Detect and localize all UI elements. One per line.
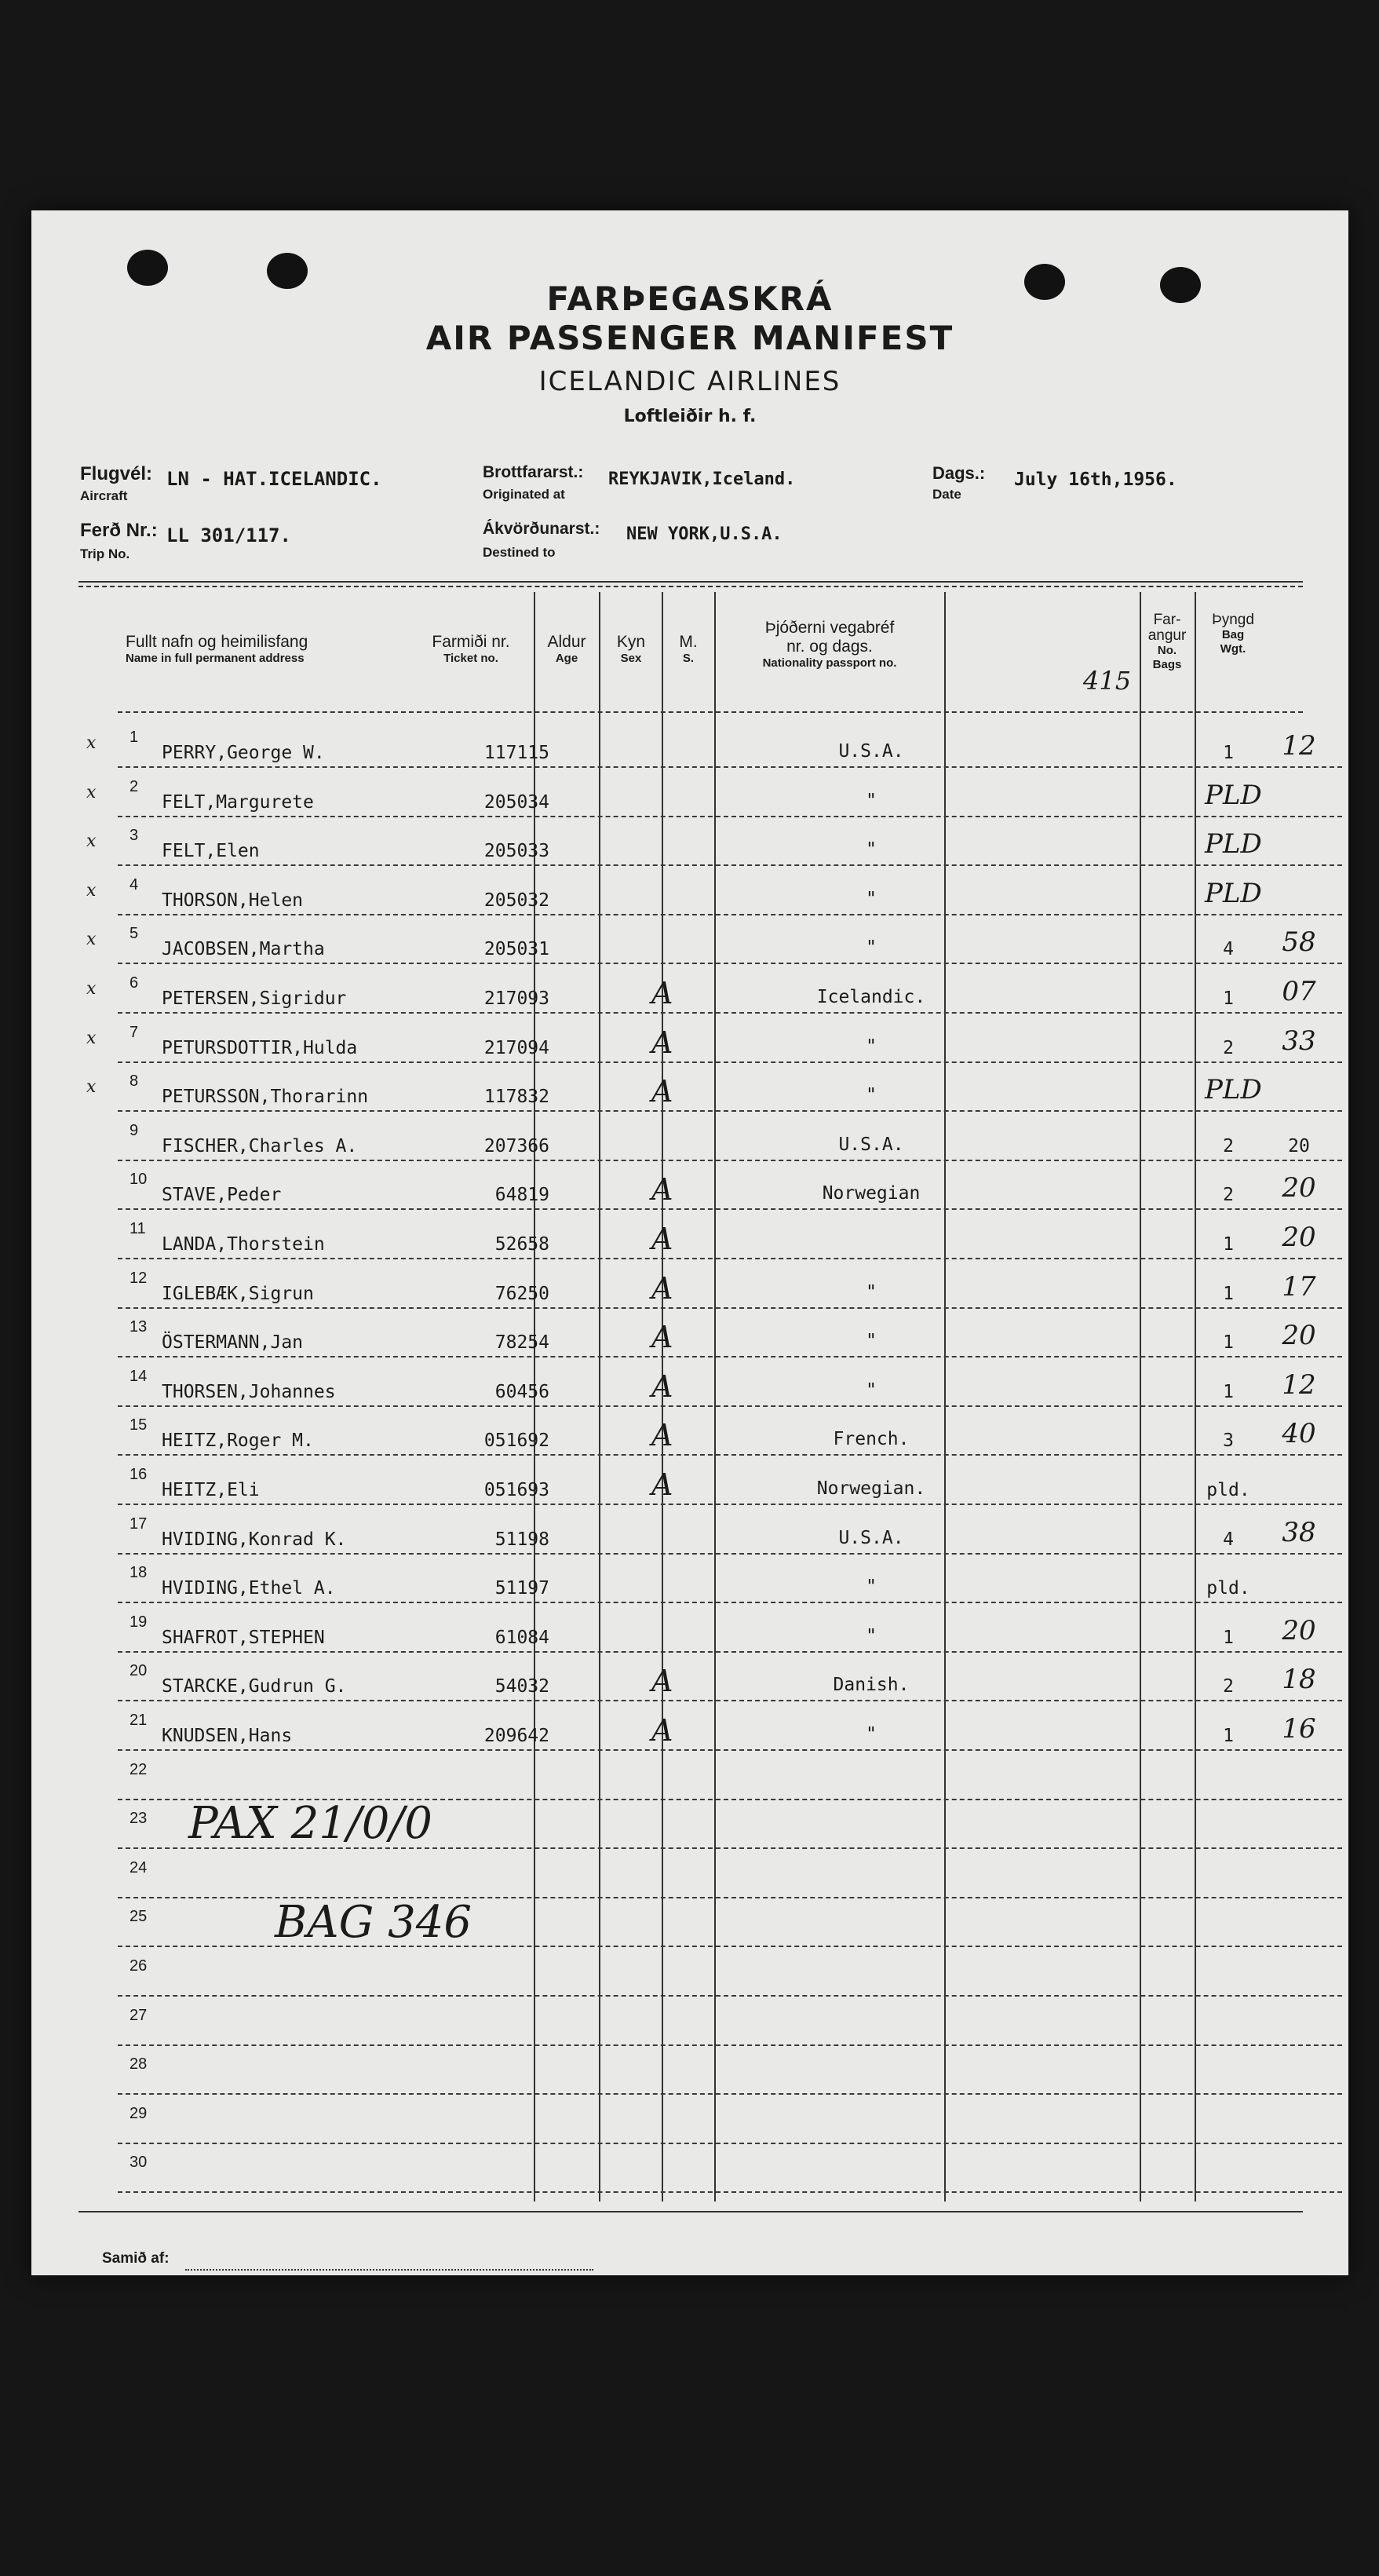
row-number: 12 [130,1269,148,1287]
origin-sub: Originated at [483,487,565,502]
bag-weight: 33 [1282,1025,1316,1057]
ticket-number: 51198 [494,1529,549,1550]
aircraft-label: Flugvél: [80,463,153,484]
sex-mark: A [651,1172,673,1208]
passenger-name: HEITZ,Roger M. [162,1431,314,1452]
bag-weight: 58 [1282,926,1316,959]
nationality: Norwegian. [816,1478,926,1499]
col-sex-sub: Sex [620,652,642,665]
table-row [86,1014,1342,1063]
nationality: " [866,1036,877,1057]
bag-weight: 18 [1282,1664,1316,1696]
dest-value: NEW YORK,U.S.A. [626,524,783,544]
ticket-number: 207366 [483,1135,549,1156]
aircraft-value: LN - HAT.ICELANDIC. [166,468,382,490]
bag-count: 1 [1223,1726,1234,1746]
margin-number: 415 [1083,666,1132,696]
trip-sub: Trip No. [80,546,130,561]
nationality: French. [833,1429,910,1450]
title-icelandic: FARÞEGASKRÁ [546,280,834,318]
row-check-mark: x [86,782,97,802]
col-name-label: Fullt nafn og heimilisfang [126,633,308,651]
col-ticket-sub: Ticket no. [443,652,498,665]
col-ms-label: M. [679,633,698,651]
bag-count: 1 [1223,1627,1234,1648]
row-number: 23 [130,1810,148,1828]
ticket-number: 64819 [494,1185,549,1206]
passenger-name: STARCKE,Gudrun G. [162,1676,347,1697]
table-row [86,867,1342,915]
bag-count: 3 [1223,1431,1234,1452]
bag-weight: 20 [1282,1222,1316,1253]
sex-mark: A [651,1222,673,1256]
col-bags-sub1: No. [1157,644,1177,657]
col-ticket-label: Farmiði nr. [432,633,510,651]
row-number: 3 [130,827,139,845]
col-header-age [535,633,598,666]
row-number: 14 [130,1367,148,1385]
table-row [86,719,1342,768]
row-number: 8 [130,1072,139,1091]
bag-count: 1 [1223,1283,1234,1304]
sex-mark: A [651,1025,673,1060]
col-sex-label: Kyn [616,633,646,651]
table-row [86,1260,1342,1309]
bag-weight: 16 [1282,1713,1316,1745]
nationality: " [866,1577,877,1598]
row-number: 24 [130,1858,148,1876]
passenger-name: HEITZ,Eli [162,1480,260,1500]
col-bags-label1: Far- [1153,612,1181,628]
col-bags-sub2: Bags [1152,658,1182,671]
nationality: " [866,1331,877,1352]
bag-count: PLD [1205,877,1262,909]
bag-count: 1 [1223,743,1234,763]
table-row [86,1555,1342,1603]
ticket-number: 76250 [494,1283,549,1304]
table-row [86,1506,1342,1555]
ticket-number: 051692 [483,1431,549,1452]
table-row [86,965,1342,1014]
passenger-name: THORSON,Helen [162,890,304,911]
ticket-number: 205033 [483,841,549,862]
col-name-sub: Name in full permanent address [126,652,305,665]
row-check-mark: x [86,1028,97,1048]
nationality: " [866,1625,877,1646]
nationality: " [866,839,877,860]
ticket-number: 209642 [483,1726,549,1746]
ticket-number: 60456 [494,1381,549,1402]
table-row [86,1604,1342,1653]
bag-weight: 17 [1282,1270,1316,1303]
table-row [86,1211,1342,1259]
airline-name: ICELANDIC AIRLINES [538,366,841,397]
col-age-label: Aldur [547,633,586,651]
date-label: Dags.: [932,463,986,483]
sex-mark: A [651,1467,673,1502]
date-value: July 16th,1956. [1014,470,1177,490]
row-number: 29 [130,2104,148,2122]
ticket-number: 61084 [494,1627,549,1648]
dest-label: Ákvörðunarst.: [483,520,600,538]
passenger-name: PETURSDOTTIR,Hulda [162,1037,358,1058]
table-row [86,1702,1342,1751]
table-row [86,1063,1342,1112]
sex-mark: A [651,1418,673,1453]
passenger-name: IGLEBÆK,Sigrun [162,1283,314,1304]
col-wt-sub1: Bag [1221,628,1245,641]
bag-weight: 20 [1282,1172,1316,1204]
table-row [86,1309,1342,1357]
bag-count: 4 [1223,1529,1234,1550]
bag-count: 2 [1223,1676,1234,1697]
row-number: 25 [130,1908,148,1926]
ticket-number: 205032 [483,890,549,911]
table-row [86,1407,1342,1456]
nationality: U.S.A. [838,1134,904,1155]
col-header-weight [1196,612,1270,656]
row-check-mark: x [86,733,97,753]
passenger-name: THORSEN,Johannes [162,1381,336,1402]
table-row [86,1113,1342,1161]
col-age-sub: Age [555,652,578,665]
signed-by-label: Samið af: [102,2250,170,2267]
row-number: 13 [130,1318,148,1336]
passenger-name: ÖSTERMANN,Jan [162,1332,304,1354]
row-number: 27 [130,2006,148,2024]
ticket-number: 51197 [494,1578,549,1599]
trip-value: LL 301/117. [166,524,291,546]
row-number: 2 [130,777,139,795]
bag-weight: 20 [1282,1614,1316,1646]
row-rule [118,2191,1342,2193]
bag-count: 1 [1223,1234,1234,1255]
row-number: 18 [130,1564,148,1582]
header-rule [78,586,1303,587]
row-number: 17 [130,1515,148,1533]
row-check-mark: x [86,880,97,901]
nationality: " [866,1281,877,1303]
manifest-sheet [31,210,1348,2275]
sex-mark: A [651,1713,673,1748]
col-ms-sub: S. [682,652,695,665]
nationality: " [866,937,877,959]
row-check-mark: x [86,831,97,852]
bag-weight: 12 [1282,730,1316,762]
col-header-ms [662,633,714,666]
col-header-nationality [716,619,943,670]
bag-count: 2 [1223,1135,1234,1156]
nationality: " [866,790,877,811]
bag-weight: 07 [1282,976,1316,1007]
company-name: Loftleiðir h. f. [623,407,757,426]
bag-count: 1 [1223,988,1234,1009]
passenger-name: PETURSSON,Thorarinn [162,1087,369,1108]
table-row [86,1358,1342,1407]
table-row [86,915,1342,964]
passenger-name: HVIDING,Ethel A. [162,1578,336,1599]
handwritten-bag-count: BAG 346 [275,1897,472,1948]
ticket-number: 117832 [483,1087,549,1108]
handwritten-pax-count: PAX 21/0/0 [188,1798,432,1849]
origin-label: Brottfararst.: [483,463,584,481]
bag-count: 4 [1223,939,1234,960]
passenger-name: FELT,Elen [162,841,260,862]
row-check-mark: x [86,1077,97,1098]
passenger-name: STAVE,Peder [162,1185,282,1206]
col-bags-label2: angur [1147,627,1187,644]
bag-count: PLD [1205,828,1262,860]
row-number: 10 [130,1171,148,1189]
sex-mark: A [651,1270,673,1306]
passenger-name: LANDA,Thorstein [162,1234,325,1255]
row-number: 5 [130,925,139,943]
signature-line [185,2269,593,2271]
sex-mark: A [651,1320,673,1355]
sex-mark: A [651,1664,673,1699]
sex-mark: A [651,976,673,1010]
col-nat-label2: nr. og dags. [786,638,873,656]
ticket-number: 217093 [483,988,549,1009]
col-nat-sub: Nationality passport no. [762,656,897,670]
nationality: U.S.A. [838,1527,904,1548]
table-row [86,1653,1342,1701]
aircraft-sub: Aircraft [80,488,128,503]
table-row [86,769,1342,817]
ticket-number: 051693 [483,1480,549,1500]
col-wt-sub2: Wgt. [1220,642,1246,656]
row-number: 19 [130,1613,148,1631]
bag-count: pld. [1206,1578,1250,1599]
passenger-name: PETERSEN,Sigridur [162,988,347,1009]
date-sub: Date [932,487,961,502]
table-row [86,817,1342,866]
row-number: 26 [130,1957,148,1975]
row-number: 15 [130,1416,148,1434]
row-number: 9 [130,1121,139,1139]
title-english: AIR PASSENGER MANIFEST [425,319,954,357]
bag-count: 2 [1223,1185,1234,1206]
row-number: 1 [130,729,139,746]
ticket-number: 78254 [494,1332,549,1354]
nationality: U.S.A. [838,741,904,762]
col-nat-label1: Þjóðerni vegabréf [764,619,895,637]
passenger-name: JACOBSEN,Martha [162,939,325,960]
row-check-mark: x [86,930,97,950]
header-bottom-rule [118,711,1303,713]
bag-count: pld. [1206,1480,1250,1500]
nationality: " [866,888,877,909]
table-row [86,1948,1342,1997]
table-row [86,1997,1342,2046]
col-wt-label: Þyngd [1212,612,1254,628]
passenger-name: FISCHER,Charles A. [162,1135,358,1156]
bag-weight: 20 [1282,1320,1316,1352]
row-number: 4 [130,875,139,893]
row-number: 28 [130,2055,148,2074]
table-row [86,1752,1342,1800]
table-row [86,1161,1342,1210]
row-number: 21 [130,1712,148,1729]
table-row [86,2144,1342,2193]
row-number: 16 [130,1466,148,1483]
trip-label: Ferð Nr.: [80,520,158,541]
bag-weight: 20 [1288,1135,1310,1156]
nationality: Norwegian [822,1183,921,1204]
ticket-number: 54032 [494,1676,549,1697]
bag-weight: 38 [1282,1516,1316,1548]
nationality: " [866,1085,877,1106]
row-number: 30 [130,2154,148,2172]
bag-weight: 40 [1282,1418,1316,1450]
passenger-name: HVIDING,Konrad K. [162,1529,347,1550]
bag-count: 1 [1223,1332,1234,1354]
row-check-mark: x [86,979,97,999]
ticket-number: 52658 [494,1234,549,1255]
nationality: " [866,1379,877,1401]
ticket-number: 205034 [483,791,549,813]
header-rule [78,581,1303,583]
nationality: Icelandic. [816,987,926,1007]
passenger-name: PERRY,George W. [162,743,325,763]
ticket-number: 117115 [483,743,549,763]
dest-sub: Destined to [483,545,556,560]
nationality: Danish. [833,1675,910,1696]
bag-count: 1 [1223,1381,1234,1402]
ticket-number: 217094 [483,1037,549,1058]
bag-weight: 12 [1282,1368,1316,1401]
table-row [86,1456,1342,1505]
bag-count: PLD [1205,779,1262,811]
bag-count: PLD [1205,1074,1262,1106]
row-number: 7 [130,1023,139,1041]
table-row [86,1850,1342,1898]
row-number: 6 [130,974,139,992]
row-number: 22 [130,1760,148,1778]
passenger-name: KNUDSEN,Hans [162,1726,293,1746]
col-header-ticket [408,633,534,666]
origin-value: REYKJAVIK,Iceland. [608,470,796,489]
ticket-number: 205031 [483,939,549,960]
table-bottom-rule [78,2211,1303,2212]
row-number: 20 [130,1662,148,1680]
sex-mark: A [651,1074,673,1109]
sex-mark: A [651,1368,673,1404]
bag-count: 2 [1223,1037,1234,1058]
passenger-name: FELT,Margurete [162,791,314,813]
table-row [86,2046,1342,2095]
nationality: " [866,1724,877,1745]
col-header-bags [1138,612,1196,672]
col-header-sex [600,633,662,666]
passenger-name: SHAFROT,STEPHEN [162,1627,325,1648]
row-number: 11 [130,1220,146,1237]
table-row [86,2096,1342,2144]
